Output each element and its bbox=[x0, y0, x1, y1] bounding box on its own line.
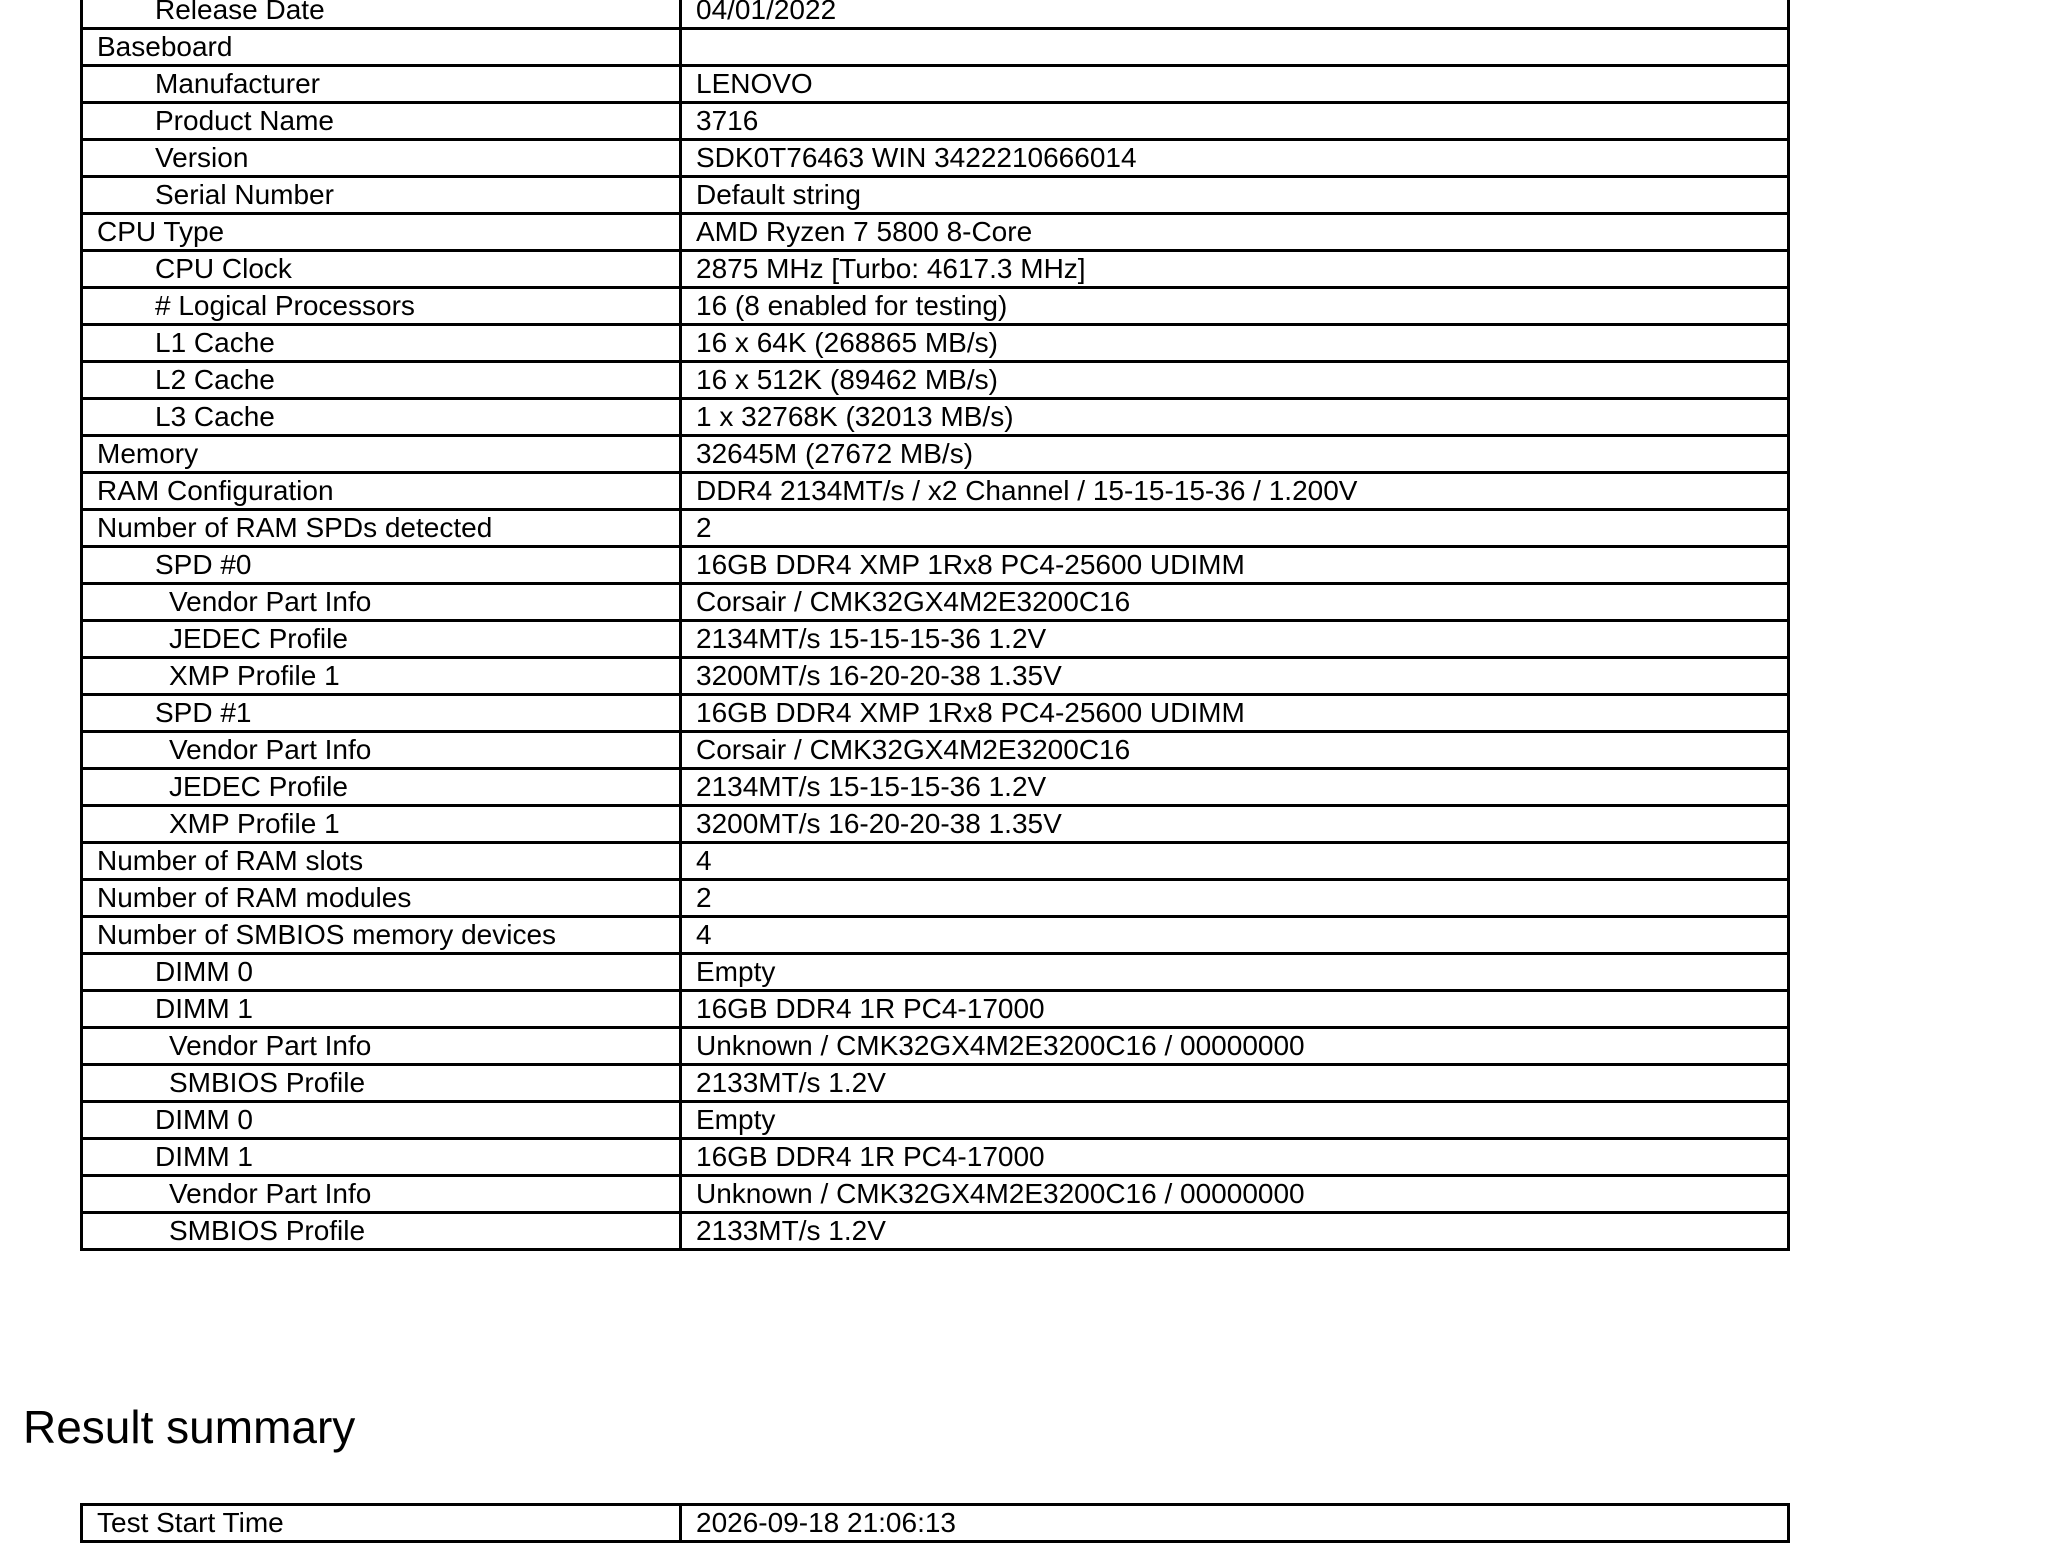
row-value: LENOVO bbox=[681, 66, 1789, 103]
table-row bbox=[82, 214, 1789, 251]
table-row bbox=[82, 399, 1789, 436]
row-label: Number of RAM modules bbox=[82, 880, 681, 917]
table-row bbox=[82, 251, 1789, 288]
table-row bbox=[82, 584, 1789, 621]
row-label: Product Name bbox=[82, 103, 681, 140]
row-label: SPD #0 bbox=[82, 547, 681, 584]
row-label: # Logical Processors bbox=[82, 288, 681, 325]
row-label: XMP Profile 1 bbox=[82, 658, 681, 695]
table-row bbox=[82, 436, 1789, 473]
row-label: JEDEC Profile bbox=[82, 769, 681, 806]
table-row bbox=[82, 695, 1789, 732]
row-value: 16 x 64K (268865 MB/s) bbox=[681, 325, 1789, 362]
table-row bbox=[82, 1065, 1789, 1102]
table-row bbox=[82, 547, 1789, 584]
row-label: Baseboard bbox=[82, 29, 681, 66]
row-label: Vendor Part Info bbox=[82, 584, 681, 621]
table-row bbox=[82, 66, 1789, 103]
table-row bbox=[82, 140, 1789, 177]
row-label: XMP Profile 1 bbox=[82, 806, 681, 843]
row-label: Manufacturer bbox=[82, 66, 681, 103]
table-row bbox=[82, 1139, 1789, 1176]
row-value: 2133MT/s 1.2V bbox=[681, 1213, 1789, 1250]
table-row bbox=[82, 29, 1789, 66]
row-value: Unknown / CMK32GX4M2E3200C16 / 00000000 bbox=[681, 1028, 1789, 1065]
row-label: DIMM 1 bbox=[82, 991, 681, 1028]
row-label: Version bbox=[82, 140, 681, 177]
row-value: SDK0T76463 WIN 3422210666014 bbox=[681, 140, 1789, 177]
row-label: RAM Configuration bbox=[82, 473, 681, 510]
row-value: Corsair / CMK32GX4M2E3200C16 bbox=[681, 584, 1789, 621]
row-value: 16GB DDR4 XMP 1Rx8 PC4-25600 UDIMM bbox=[681, 695, 1789, 732]
row-label: Number of RAM slots bbox=[82, 843, 681, 880]
row-label: Serial Number bbox=[82, 177, 681, 214]
table-row bbox=[82, 473, 1789, 510]
row-label: CPU Type bbox=[82, 214, 681, 251]
result-summary-heading: Result summary bbox=[23, 1401, 356, 1453]
table-row bbox=[82, 621, 1789, 658]
table-row bbox=[82, 769, 1789, 806]
table-row bbox=[82, 991, 1789, 1028]
table-row bbox=[82, 1102, 1789, 1139]
row-label: SMBIOS Profile bbox=[82, 1065, 681, 1102]
row-value: 3716 bbox=[681, 103, 1789, 140]
row-value: 3200MT/s 16-20-20-38 1.35V bbox=[681, 806, 1789, 843]
row-label: Test Start Time bbox=[82, 1505, 681, 1542]
row-value: 16GB DDR4 1R PC4-17000 bbox=[681, 991, 1789, 1028]
result-summary-table bbox=[80, 1503, 1790, 1543]
table-row bbox=[82, 954, 1789, 991]
row-value: 4 bbox=[681, 917, 1789, 954]
table-row bbox=[82, 510, 1789, 547]
row-value: 2875 MHz [Turbo: 4617.3 MHz] bbox=[681, 251, 1789, 288]
row-label: CPU Clock bbox=[82, 251, 681, 288]
system-info-table bbox=[80, 0, 1790, 1251]
row-value: 16 x 512K (89462 MB/s) bbox=[681, 362, 1789, 399]
table-row bbox=[82, 732, 1789, 769]
row-value: 1 x 32768K (32013 MB/s) bbox=[681, 399, 1789, 436]
table-row bbox=[82, 103, 1789, 140]
table-row bbox=[82, 325, 1789, 362]
row-value: AMD Ryzen 7 5800 8-Core bbox=[681, 214, 1789, 251]
row-value: 2026-09-18 21:06:13 bbox=[681, 1505, 1789, 1542]
row-label: L3 Cache bbox=[82, 399, 681, 436]
row-value: 2134MT/s 15-15-15-36 1.2V bbox=[681, 621, 1789, 658]
system-info-table-body bbox=[82, 0, 1789, 1250]
row-label: Vendor Part Info bbox=[82, 1028, 681, 1065]
row-label: SMBIOS Profile bbox=[82, 1213, 681, 1250]
table-row bbox=[82, 658, 1789, 695]
table-row bbox=[82, 1213, 1789, 1250]
row-value: DDR4 2134MT/s / x2 Channel / 15-15-15-36 / 1.200V bbox=[681, 473, 1789, 510]
row-value: 2134MT/s 15-15-15-36 1.2V bbox=[681, 769, 1789, 806]
row-label: Number of SMBIOS memory devices bbox=[82, 917, 681, 954]
row-value: Empty bbox=[681, 1102, 1789, 1139]
row-value: Default string bbox=[681, 177, 1789, 214]
row-value: 4 bbox=[681, 843, 1789, 880]
table-row bbox=[82, 288, 1789, 325]
row-value bbox=[681, 29, 1789, 66]
row-label: Number of RAM SPDs detected bbox=[82, 510, 681, 547]
row-label: JEDEC Profile bbox=[82, 621, 681, 658]
row-value: 32645M (27672 MB/s) bbox=[681, 436, 1789, 473]
row-label: Release Date bbox=[82, 0, 681, 29]
table-row bbox=[82, 880, 1789, 917]
row-label: L2 Cache bbox=[82, 362, 681, 399]
row-value: Corsair / CMK32GX4M2E3200C16 bbox=[681, 732, 1789, 769]
row-value: Empty bbox=[681, 954, 1789, 991]
table-row bbox=[82, 806, 1789, 843]
table-row bbox=[82, 843, 1789, 880]
table-row bbox=[82, 362, 1789, 399]
row-label: DIMM 1 bbox=[82, 1139, 681, 1176]
row-value: 16GB DDR4 1R PC4-17000 bbox=[681, 1139, 1789, 1176]
row-value: 2 bbox=[681, 880, 1789, 917]
table-row bbox=[82, 917, 1789, 954]
row-value: Unknown / CMK32GX4M2E3200C16 / 00000000 bbox=[681, 1176, 1789, 1213]
table-row bbox=[82, 177, 1789, 214]
table-row bbox=[82, 1176, 1789, 1213]
row-label: DIMM 0 bbox=[82, 1102, 681, 1139]
row-value: 3200MT/s 16-20-20-38 1.35V bbox=[681, 658, 1789, 695]
row-value: 2133MT/s 1.2V bbox=[681, 1065, 1789, 1102]
row-label: Memory bbox=[82, 436, 681, 473]
row-value: 2 bbox=[681, 510, 1789, 547]
row-label: Vendor Part Info bbox=[82, 1176, 681, 1213]
row-label: DIMM 0 bbox=[82, 954, 681, 991]
table-row bbox=[82, 0, 1789, 29]
row-value: 16 (8 enabled for testing) bbox=[681, 288, 1789, 325]
table-row bbox=[82, 1028, 1789, 1065]
row-value: 16GB DDR4 XMP 1Rx8 PC4-25600 UDIMM bbox=[681, 547, 1789, 584]
row-label: Vendor Part Info bbox=[82, 732, 681, 769]
row-value: 04/01/2022 bbox=[681, 0, 1789, 29]
row-label: SPD #1 bbox=[82, 695, 681, 732]
row-label: L1 Cache bbox=[82, 325, 681, 362]
